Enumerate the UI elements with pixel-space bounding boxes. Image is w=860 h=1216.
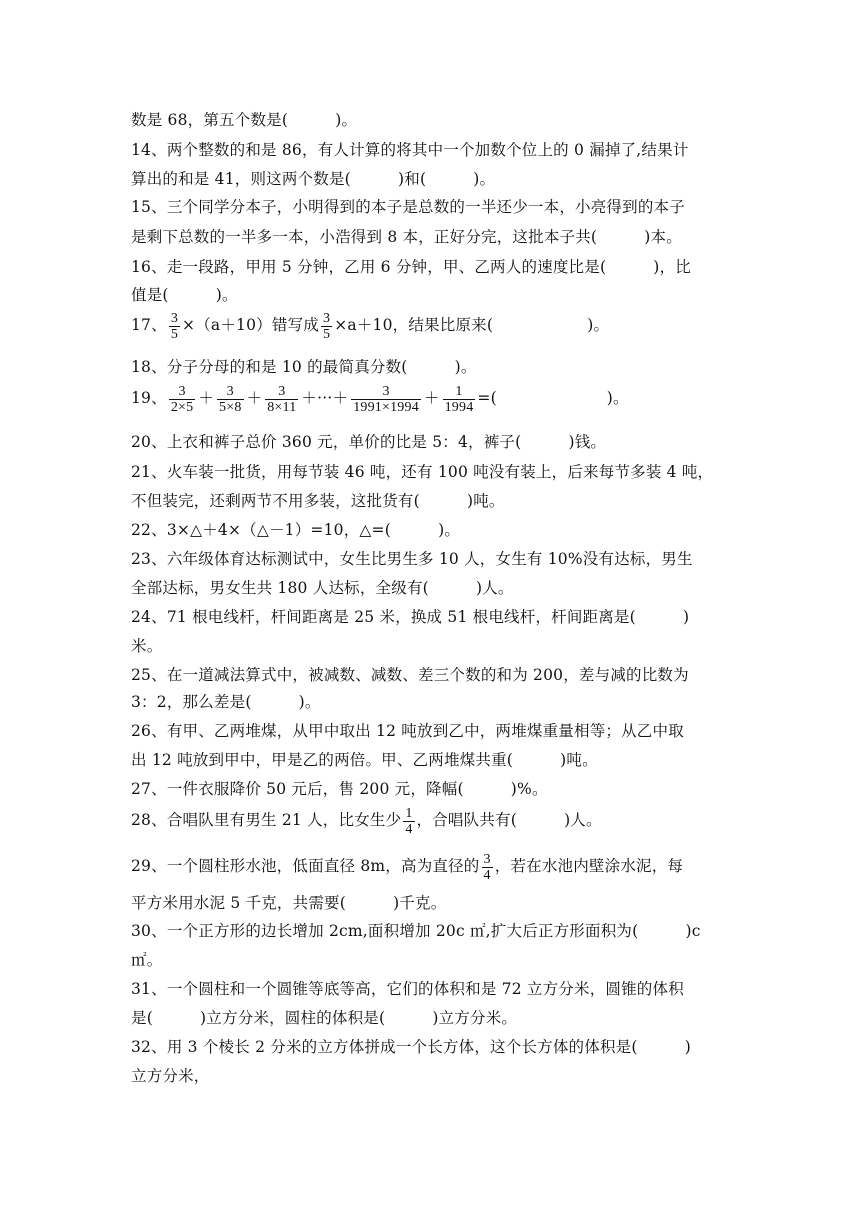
text-line: 不但装完，还剩两节不用多装，这批货有( )吨。 <box>131 492 505 510</box>
text-line: 23、六年级体育达标测试中，女生比男生多 10 人，女生有 10%没有达标，男生 <box>131 550 693 568</box>
fraction <box>351 384 421 415</box>
denominator: 4 <box>405 821 413 837</box>
text-line: 18、分子分母的和是 10 的最简真分数( )。 <box>131 358 477 376</box>
text-line: 出 12 吨放到甲中，甲是乙的两倍。甲、乙两堆煤共重( )吨。 <box>131 751 598 769</box>
text-line: 全部达标，男女生共 180 人达标，全级有( )人。 <box>131 579 514 597</box>
numerator: 3 <box>382 383 390 399</box>
denominator: 4 <box>483 867 491 883</box>
text-line: 值是( )。 <box>131 286 238 304</box>
text-line: 3：2，那么差是( )。 <box>131 693 321 711</box>
fraction <box>321 311 332 342</box>
text-line: 14、两个整数的和是 86，有人计算的将其中一个加数个位上的 0 漏掉了,结果计 <box>131 141 689 159</box>
question-text: ×（a＋10）错写成 <box>182 316 319 334</box>
fraction <box>265 384 298 415</box>
denominator: 5 <box>170 326 179 342</box>
text-line: 21、火车装一批货，用每节装 46 吨，还有 100 吨没有装上，后来每节多装 4 吨， <box>131 463 714 481</box>
numerator: 3 <box>322 310 331 326</box>
denominator: 2×5 <box>170 399 194 415</box>
denominator: 5 <box>322 326 331 342</box>
numerator: 3 <box>278 383 286 399</box>
text-line: 32、用 3 个棱长 2 分米的立方体拼成一个长方体，这个长方体的体积是( ) <box>131 1038 691 1056</box>
question-text: 28、合唱队里有男生 21 人，比女生少 <box>131 811 402 829</box>
question-28 <box>131 804 602 837</box>
numerator: 3 <box>226 383 234 399</box>
text-line: 数是 68，第五个数是( )。 <box>131 111 358 129</box>
question-text: ，若在水池内壁涂水泥，每 <box>494 857 684 875</box>
text-line: 立方分米， <box>131 1067 210 1085</box>
fraction <box>217 384 244 415</box>
question-number: 17、 <box>131 316 167 334</box>
denominator: 1991×1994 <box>353 399 419 415</box>
text-line: 22、3×△＋4×（△－1）=10，△=( )。 <box>131 521 461 539</box>
ellipsis: ＋···＋ <box>301 389 349 407</box>
question-text: =( )。 <box>477 389 629 407</box>
question-text: ×a＋10，结果比原来( )。 <box>334 316 610 334</box>
numerator: 3 <box>170 310 179 326</box>
question-19 <box>131 381 629 415</box>
text-line: 15、三个同学分本子，小明得到的本子是总数的一半还少一本，小亮得到的本子 <box>131 198 685 216</box>
numerator: 1 <box>405 805 413 821</box>
denominator: 1994 <box>444 399 474 415</box>
plus-sign: ＋ <box>198 389 215 407</box>
question-29 <box>131 850 683 883</box>
text-line: ㎡。 <box>131 951 163 969</box>
question-number: 19、 <box>131 389 167 407</box>
text-line: 是剩下总数的一半多一本，小浩得到 8 本，正好分完，这批本子共( )本。 <box>131 228 682 246</box>
text-line: 30、一个正方形的边长增加 2cm,面积增加 20c ㎡,扩大后正方形面积为( )c <box>131 922 701 940</box>
text-line: 是( )立方分米，圆柱的体积是( )立方分米。 <box>131 1009 518 1027</box>
text-line: 26、有甲、乙两堆煤，从甲中取出 12 吨放到乙中，两堆煤重量相等；从乙中取 <box>131 722 684 740</box>
question-17 <box>131 310 609 342</box>
fraction <box>403 806 414 837</box>
text-line: 31、一个圆柱和一个圆锥等底等高，它们的体积和是 72 立方分米，圆锥的体积 <box>131 980 684 998</box>
plus-sign: ＋ <box>246 389 263 407</box>
plus-sign: ＋ <box>423 389 440 407</box>
fraction <box>169 311 180 342</box>
numerator: 3 <box>178 383 186 399</box>
question-text: ，合唱队共有( )人。 <box>416 811 602 829</box>
text-line: 24、71 根电线杆，杆间距离是 25 米，换成 51 根电线杆，杆间距离是( ) <box>131 608 690 626</box>
text-line: 16、走一段路，甲用 5 分钟，乙用 6 分钟，甲、乙两人的速度比是( )，比 <box>131 258 691 276</box>
fraction <box>482 852 493 883</box>
text-line: 20、上衣和裤子总价 360 元，单价的比是 5：4，裤子( )钱。 <box>131 433 607 451</box>
numerator: 1 <box>455 383 463 399</box>
denominator: 5×8 <box>219 399 242 415</box>
fraction <box>443 384 476 415</box>
text-line: 25、在一道减法算式中，被减数、减数、差三个数的和为 200，差与减的比数为 <box>131 666 689 684</box>
denominator: 8×11 <box>267 399 297 415</box>
text-line: 27、一件衣服降价 50 元后，售 200 元，降幅( )%。 <box>131 780 548 798</box>
text-line: 平方米用水泥 5 千克，共需要( )千克。 <box>131 894 447 912</box>
fraction <box>169 384 196 415</box>
numerator: 3 <box>483 851 491 867</box>
question-text: 29、一个圆柱形水池，低面直径 8m，高为直径的 <box>131 857 480 875</box>
text-line: 米。 <box>131 637 163 655</box>
text-line: 算出的和是 41，则这两个数是( )和( )。 <box>131 170 496 188</box>
